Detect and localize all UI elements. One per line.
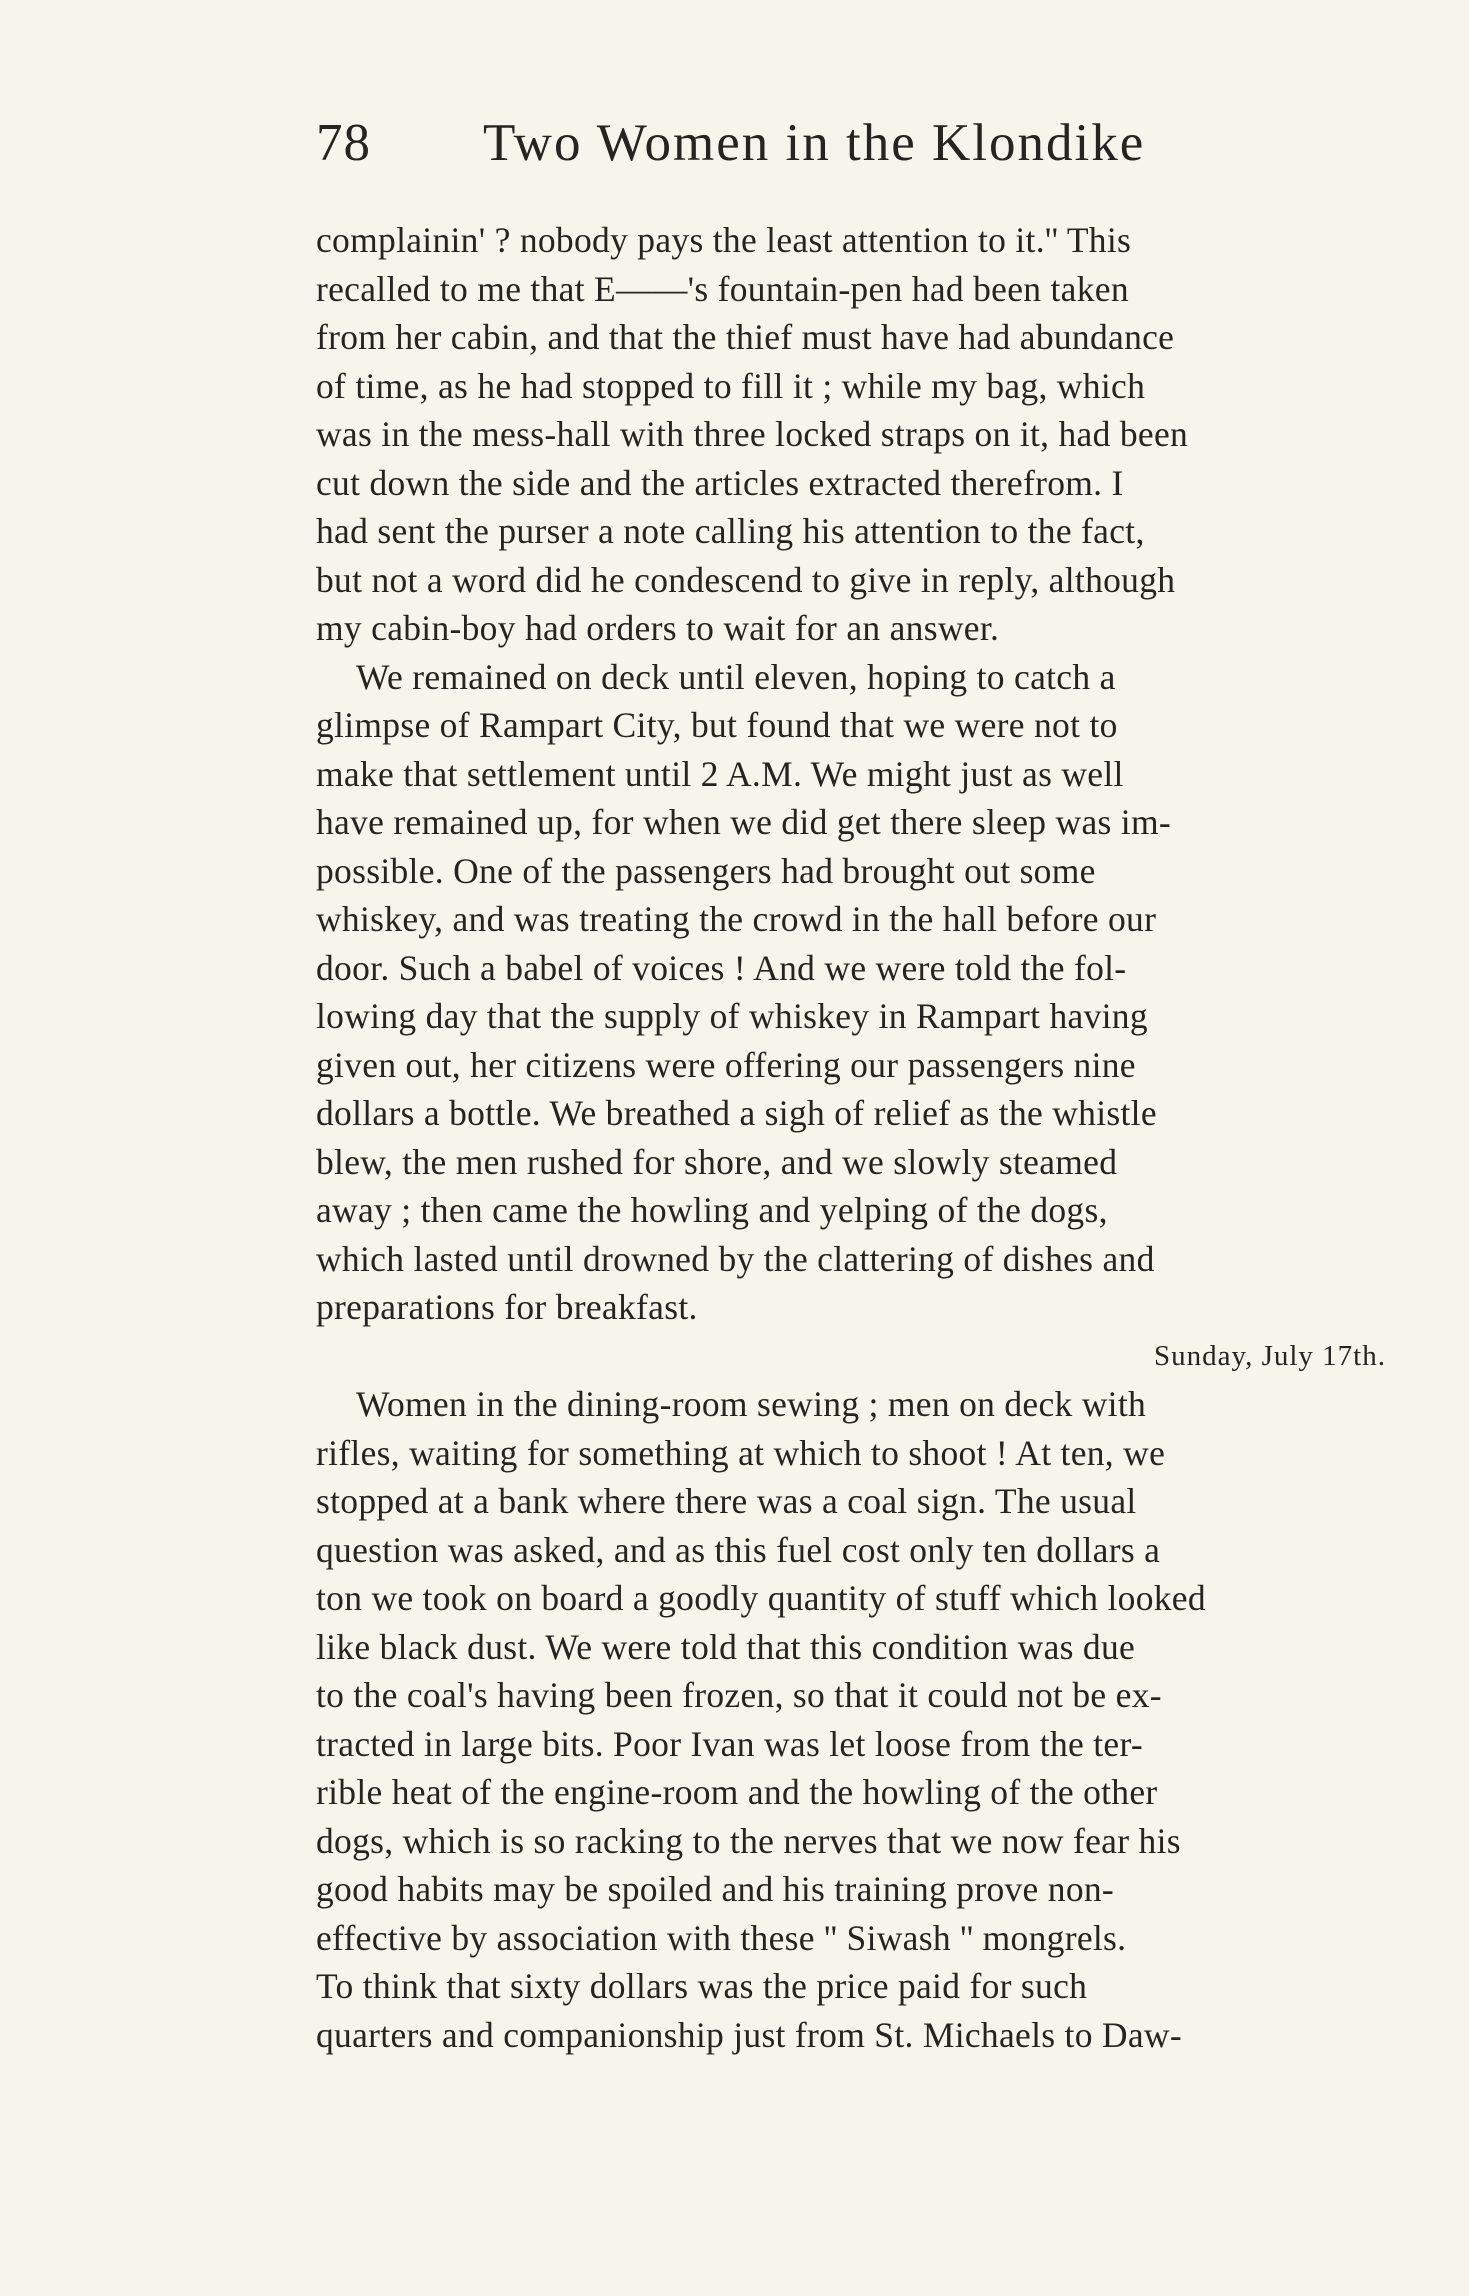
text-line: like black dust. We were told that this condition was due [316,1626,1136,1667]
diary-dateline: Sunday, July 17th. [1153,1339,1386,1372]
text-line: was in the mess-hall with three locked straps on it, had been [316,414,1189,454]
text-line: recalled to me that E——'s fountain-pen had been taken [316,268,1129,309]
text-line: door. Such a babel of voices ! And we were told the fol- [316,947,1127,988]
text-line: rifles, waiting for something at which to shoot ! At ten, we [316,1432,1166,1473]
text-line: to the coal's having been frozen, so that it could not be ex- [316,1675,1162,1715]
text-line: question was asked, and as this fuel cost only ten dollars a [316,1529,1161,1570]
text-line: glimpse of Rampart City, but found that we were not to [316,705,1118,745]
text-line: whiskey, and was treating the crowd in the hall before our [316,899,1157,939]
text-line: of time, as he had stopped to fill it ; while my bag, which [316,365,1146,406]
page-number: 78 [316,114,371,172]
text-line: away ; then came the howling and yelping of the dogs, [316,1190,1108,1230]
text-line: but not a word did he condescend to give in reply, although [316,559,1176,600]
text-line: from her cabin, and that the thief must have had abundance [316,317,1175,357]
text-line: To think that sixty dollars was the price paid for such [316,1966,1088,2006]
body-text [316,216,1416,2059]
text-line: which lasted until drowned by the clattering of dishes and [316,1238,1155,1279]
text-line: cut down the side and the articles extracted therefrom. I [316,462,1124,503]
text-line: good habits may be spoiled and his training prove non- [316,1869,1115,1909]
text-line: quarters and companionship just from St. Michaels to Daw- [316,2014,1182,2055]
text-line: have remained up, for when we did get there sleep was im- [316,802,1171,842]
running-title: Two Women in the Klondike [483,114,1146,172]
text-line: blew, the men rushed for shore, and we slowly steamed [316,1141,1118,1182]
text-line: stopped at a bank where there was a coal sign. The usual [316,1481,1137,1521]
text-line: rible heat of the engine-room and the howling of the other [316,1772,1158,1812]
text-line: dogs, which is so racking to the nerves that we now fear his [316,1820,1181,1861]
text-line: dollars a bottle. We breathed a sigh of relief as the whistle [316,1093,1157,1133]
text-line: ton we took on board a goodly quantity of stuff which looked [316,1578,1206,1618]
text-line: given out, her citizens were offering our passengers nine [316,1044,1136,1085]
text-line: make that settlement until 2 A.M. We might just as well [316,753,1124,794]
text-line: possible. One of the passengers had brought out some [316,850,1096,891]
text-line: lowing day that the supply of whiskey in Rampart having [316,996,1148,1036]
text-line: tracted in large bits. Poor Ivan was let loose from the ter- [316,1723,1143,1764]
text-line: my cabin-boy had orders to wait for an answer. [316,608,1000,648]
text-line: had sent the purser a note calling his attention to the fact, [316,511,1145,551]
running-head [316,108,1236,178]
text-line: complainin' ? nobody pays the least attention to it.'' This [316,220,1132,260]
text-line: Women in the dining-room sewing ; men on deck with [356,1384,1147,1424]
text-line: effective by association with these '' Siwash '' mongrels. [316,1917,1127,1958]
text-line: preparations for breakfast. [316,1287,698,1327]
text-line: We remained on deck until eleven, hoping to catch a [356,656,1116,697]
